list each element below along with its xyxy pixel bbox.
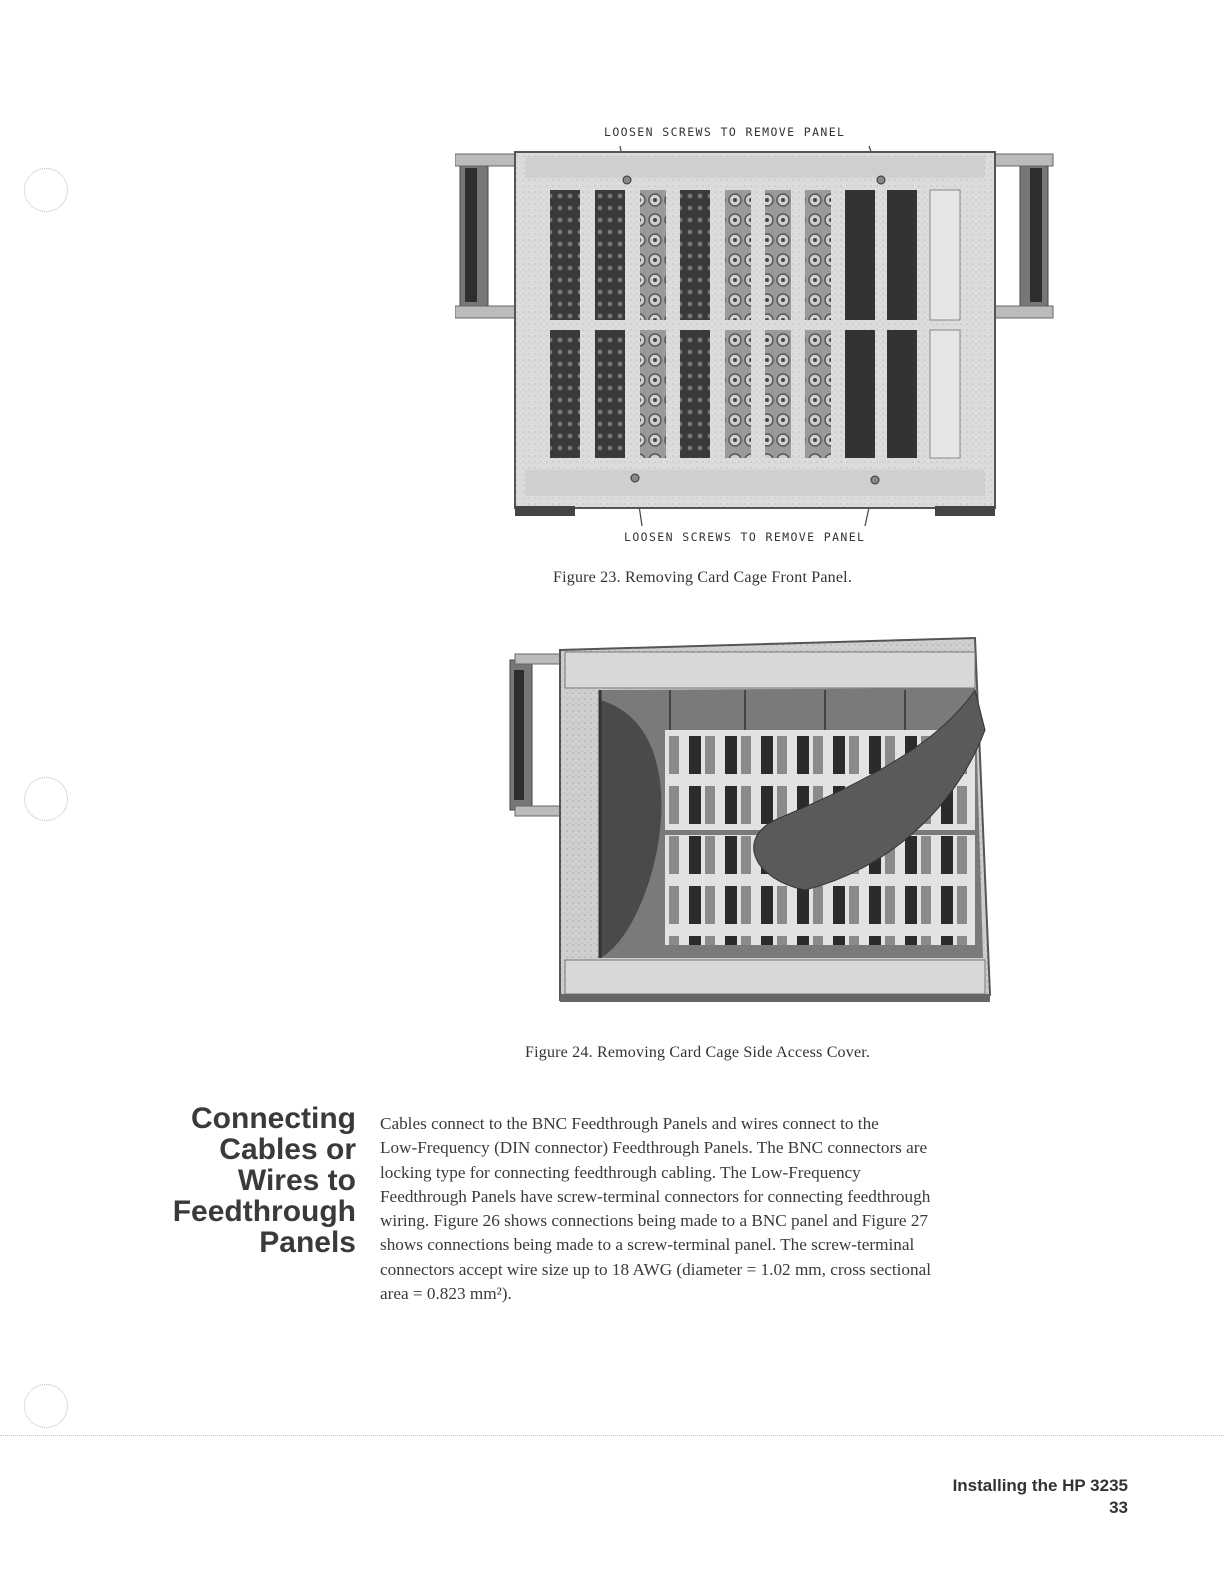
- paragraph-line: Cables connect to the BNC Feedthrough Panels and wires connect to the: [380, 1114, 879, 1133]
- section-heading-line: Wires to: [237, 1164, 356, 1197]
- figure23-caption: Figure 23. Removing Card Cage Front Panel.: [553, 569, 853, 586]
- page-number: 33: [1109, 1498, 1128, 1517]
- punch-hole-top: [24, 168, 68, 212]
- footer-title: Installing the HP 3235: [952, 1476, 1128, 1495]
- paragraph-line: Feedthrough Panels have screw-terminal connectors for connecting feedthrough: [380, 1186, 931, 1206]
- page-footer: [953, 1475, 1128, 1519]
- section-heading-line: Cables or: [219, 1133, 356, 1166]
- section-heading-line: Connecting: [191, 1102, 356, 1135]
- section-heading: [150, 1103, 356, 1258]
- figure23-callout-top: LOOSEN SCREWS TO REMOVE PANEL: [604, 125, 846, 139]
- paragraph-line: locking type for connecting feedthrough cabling. The Low-Frequency: [380, 1162, 861, 1182]
- section-heading-line: Feedthrough: [172, 1195, 356, 1228]
- paragraph-line: area = 0.823 mm²).: [380, 1284, 512, 1304]
- punch-hole-middle: [24, 777, 68, 821]
- paragraph-line: shows connections being made to a screw-terminal panel. The screw-terminal: [380, 1235, 915, 1255]
- section-heading-line: Panels: [259, 1226, 356, 1259]
- figure24-caption: Figure 24. Removing Card Cage Side Access Cover.: [525, 1044, 871, 1061]
- paragraph-line: wiring. Figure 26 shows connections being made to a BNC panel and Figure 27: [380, 1211, 929, 1231]
- footer-divider: [0, 1435, 1224, 1436]
- figure23-callout-bottom: LOOSEN SCREWS TO REMOVE PANEL: [624, 530, 866, 544]
- paragraph-line: connectors accept wire size up to 18 AWG (diameter = 1.02 mm, cross sectional: [380, 1259, 931, 1279]
- figure23-photo: [455, 130, 1055, 530]
- paragraph-line: Low-Frequency (DIN connector) Feedthrough Panels. The BNC connectors are: [380, 1138, 928, 1158]
- section-paragraph: [380, 1112, 1140, 1306]
- punch-hole-bottom: [24, 1384, 68, 1428]
- figure24-photo: [505, 630, 995, 1010]
